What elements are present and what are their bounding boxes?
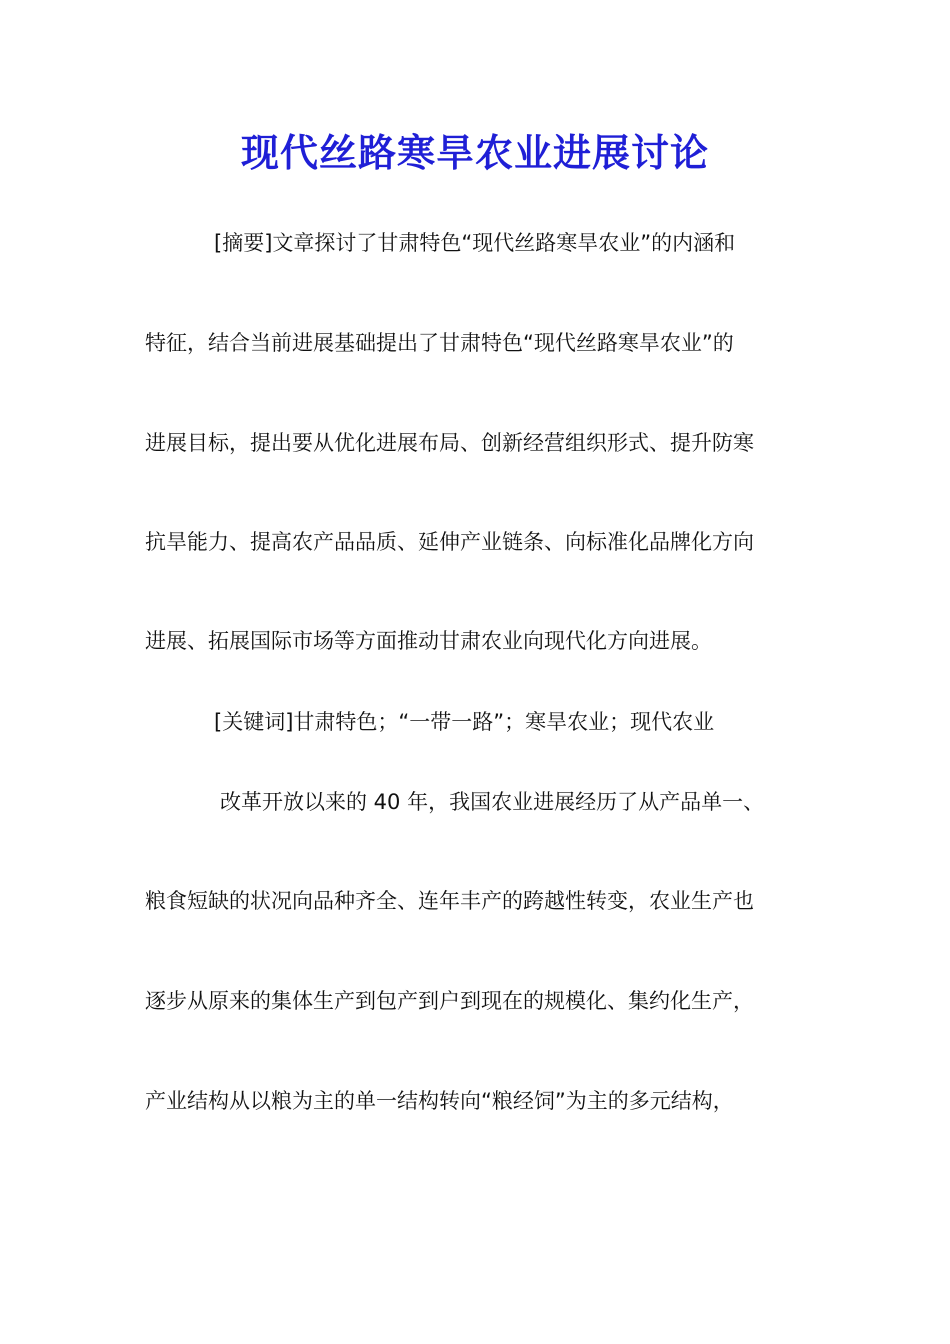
abstract-line-2: 特征，结合当前进展基础提出了甘肃特色“现代丝路寒旱农业”的 xyxy=(145,331,734,355)
abstract-line-3: 进展目标，提出要从优化进展布局、创新经营组织形式、提升防寒 xyxy=(145,431,754,455)
abstract-line-5: 进展、拓展国际市场等方面推动甘肃农业向现代化方向进展。 xyxy=(145,629,712,653)
keywords-line: [关键词]甘肃特色；“一带一路”；寒旱农业；现代农业 xyxy=(214,710,715,734)
body-line-3: 逐步从原来的集体生产到包产到户到现在的规模化、集约化生产， xyxy=(145,989,754,1013)
body-line-2: 粮食短缺的状况向品种齐全、连年丰产的跨越性转变，农业生产也 xyxy=(145,889,754,913)
abstract-line-4: 抗旱能力、提高农产品品质、延伸产业链条、向标准化品牌化方向 xyxy=(145,530,754,554)
document-title: 现代丝路寒旱农业进展讨论 xyxy=(240,131,709,175)
abstract-line-1: [摘要]文章探讨了甘肃特色“现代丝路寒旱农业”的内涵和 xyxy=(214,231,736,255)
body-line-4: 产业结构从以粮为主的单一结构转向“粮经饲”为主的多元结构， xyxy=(145,1089,734,1113)
body-line-1: 改革开放以来的 40 年，我国农业进展经历了从产品单一、 xyxy=(220,790,765,814)
